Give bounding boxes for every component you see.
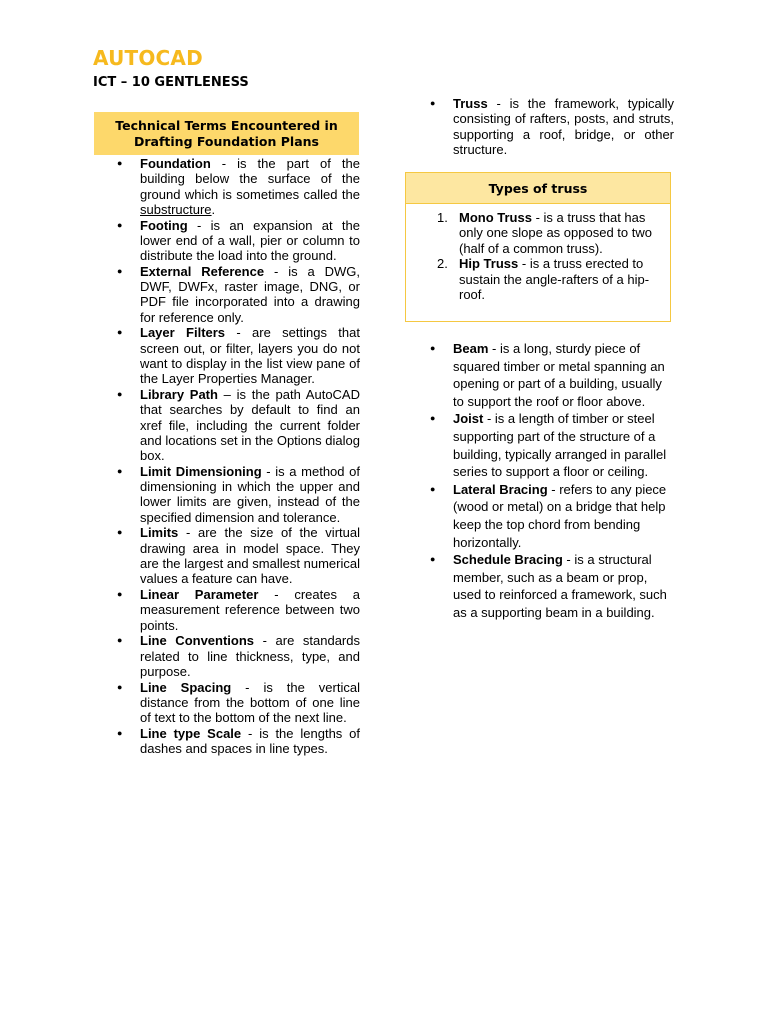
- term-separator: -: [518, 256, 530, 272]
- term: Limit Dimensioning: [140, 463, 262, 479]
- term-description-tail: .: [211, 201, 216, 217]
- list-item: [95, 633, 360, 679]
- bullet-icon: ●: [430, 554, 436, 565]
- term: Limits: [140, 525, 179, 541]
- term-separator: –: [217, 387, 237, 403]
- list-item: [95, 464, 360, 525]
- types-of-truss-box: [405, 172, 671, 322]
- term-separator: -: [225, 325, 253, 341]
- section-header-line: Drafting Foundation Plans: [134, 133, 319, 149]
- term-description: is the path AutoCAD that searches by default to find an xref file, including the current folder and locations set in the Options dialog box.: [140, 387, 360, 464]
- term-separator: -: [254, 633, 276, 649]
- term: Lateral Bracing: [453, 481, 548, 497]
- bullet-icon: ●: [117, 727, 123, 738]
- term-separator: -: [487, 96, 510, 111]
- term: Linear Parameter: [140, 587, 259, 603]
- list-item: [95, 325, 360, 386]
- right-term-list: [408, 340, 674, 622]
- term-separator: -: [531, 210, 544, 225]
- term-description: are settings that screen out, or filter, layers you do not want to display in the list view pane of the Layer Properties Manager.: [140, 325, 360, 387]
- term-description: is the framework, typically consisting of rafters, posts, and struts, supporting a roof, bridge, or other structure.: [453, 96, 674, 157]
- term: Truss: [453, 96, 488, 111]
- bullet-icon: ●: [430, 343, 436, 353]
- term: Schedule Bracing: [453, 552, 563, 568]
- term: Joist: [453, 411, 484, 427]
- term: Line Spacing: [140, 679, 232, 695]
- term-separator: -: [264, 263, 289, 279]
- list-item: [95, 156, 360, 217]
- term: Line Conventions: [140, 633, 255, 649]
- section-header: [94, 112, 359, 155]
- list-item: [408, 96, 674, 157]
- bullet-icon: ●: [117, 219, 123, 230]
- left-term-list: [95, 156, 360, 757]
- term-description: is a method of dimensioning in which the upper and lower limits are given, instead of the specified dimension and tolerance.: [140, 463, 360, 525]
- term-description: is a DWG, DWF, DWFx, raster image, DNG, or PDF file incorporated into a drawing for reference only.: [140, 263, 360, 325]
- bullet-icon: ●: [117, 527, 123, 538]
- bullet-icon: ●: [117, 589, 123, 600]
- list-item: [95, 218, 360, 264]
- term: Foundation: [140, 156, 211, 171]
- term-description: is a truss that has only one slope as opposed to two (half of a common truss).: [459, 210, 652, 256]
- term: External Reference: [140, 263, 265, 279]
- bullet-icon: ●: [117, 327, 123, 338]
- bullet-icon: ●: [117, 389, 123, 400]
- list-item: [95, 264, 360, 325]
- term-separator: -: [547, 481, 560, 497]
- bullet-icon: ●: [117, 635, 123, 646]
- term-description: is a structural member, such as a beam or prop, used to reinforced a framework, such as a supporting beam in a building.: [453, 552, 667, 620]
- list-item: [95, 387, 360, 463]
- list-item: [95, 726, 360, 757]
- substructure-link[interactable]: substructure: [140, 201, 212, 217]
- term-separator: -: [258, 587, 295, 603]
- term-description: is a length of timber or steel supporting part of the structure of a building, typically arranged in parallel series to support a floor or ceiling.: [453, 411, 667, 480]
- term: Hip Truss: [459, 256, 519, 272]
- term-description: creates a measurement reference between two points.: [140, 587, 360, 633]
- term-description: is a long, sturdy piece of squared timber or metal spanning an opening or part of a building, usually to support the roof or floor above.: [453, 341, 665, 409]
- list-item: [406, 210, 662, 256]
- term-description: is the vertical distance from the bottom of one line of text to the bottom of the next line.: [140, 679, 360, 726]
- bullet-icon: ●: [117, 265, 123, 276]
- term: Beam: [453, 341, 489, 356]
- term-separator: -: [261, 463, 276, 479]
- list-item: [95, 680, 360, 726]
- item-number: 2.: [437, 256, 448, 272]
- list-item: [408, 340, 674, 410]
- term-separator: -: [483, 411, 495, 427]
- types-of-truss-title: Types of truss: [406, 173, 670, 204]
- document-title: AUTOCAD: [93, 46, 203, 70]
- term: Mono Truss: [459, 210, 532, 225]
- term-description: are the size of the virtual drawing area in model space. They are the largest and smallest numerical values a feature can have.: [140, 525, 360, 587]
- bullet-icon: ●: [430, 413, 436, 424]
- term: Line type Scale: [140, 725, 242, 741]
- term: Library Path: [140, 387, 218, 403]
- bullet-icon: ●: [117, 465, 123, 476]
- list-item: [408, 551, 674, 621]
- document-subtitle: ICT – 10 GENTLENESS: [93, 75, 249, 90]
- term-separator: -: [488, 341, 500, 356]
- term-description: is the part of the building below the surface of the ground which is sometimes called the: [140, 156, 360, 202]
- truss-definition: [408, 96, 674, 157]
- term-separator: -: [231, 679, 264, 695]
- term-description: is an expansion at the lower end of a wall, pier or column to distribute the load into the ground.: [140, 217, 360, 264]
- term-description: is the lengths of dashes and spaces in line types.: [140, 725, 360, 757]
- term-separator: -: [178, 525, 198, 541]
- term-separator: -: [562, 552, 575, 568]
- term-description: refers to any piece (wood or metal) on a bridge that help keep the top chord from bending horizontally.: [453, 481, 667, 550]
- bullet-icon: ●: [430, 98, 436, 108]
- bullet-icon: ●: [117, 681, 123, 692]
- term-separator: -: [187, 217, 211, 233]
- list-item: [95, 525, 360, 586]
- term: Footing: [140, 217, 188, 233]
- section-header-line: Technical Terms Encountered in: [115, 117, 338, 133]
- term-separator: -: [241, 725, 260, 741]
- term: Layer Filters: [140, 325, 226, 341]
- term-separator: -: [210, 156, 238, 171]
- list-item: [408, 410, 674, 480]
- bullet-icon: ●: [117, 158, 123, 168]
- list-item: [95, 587, 360, 633]
- item-number: 1.: [437, 210, 448, 225]
- bullet-icon: ●: [430, 483, 436, 494]
- term-description: are standards related to line thickness, type, and purpose.: [140, 633, 360, 679]
- list-item: [408, 481, 674, 551]
- list-item: [406, 256, 662, 302]
- term-description: is a truss erected to sustain the angle-rafters of a hip-roof.: [459, 256, 650, 302]
